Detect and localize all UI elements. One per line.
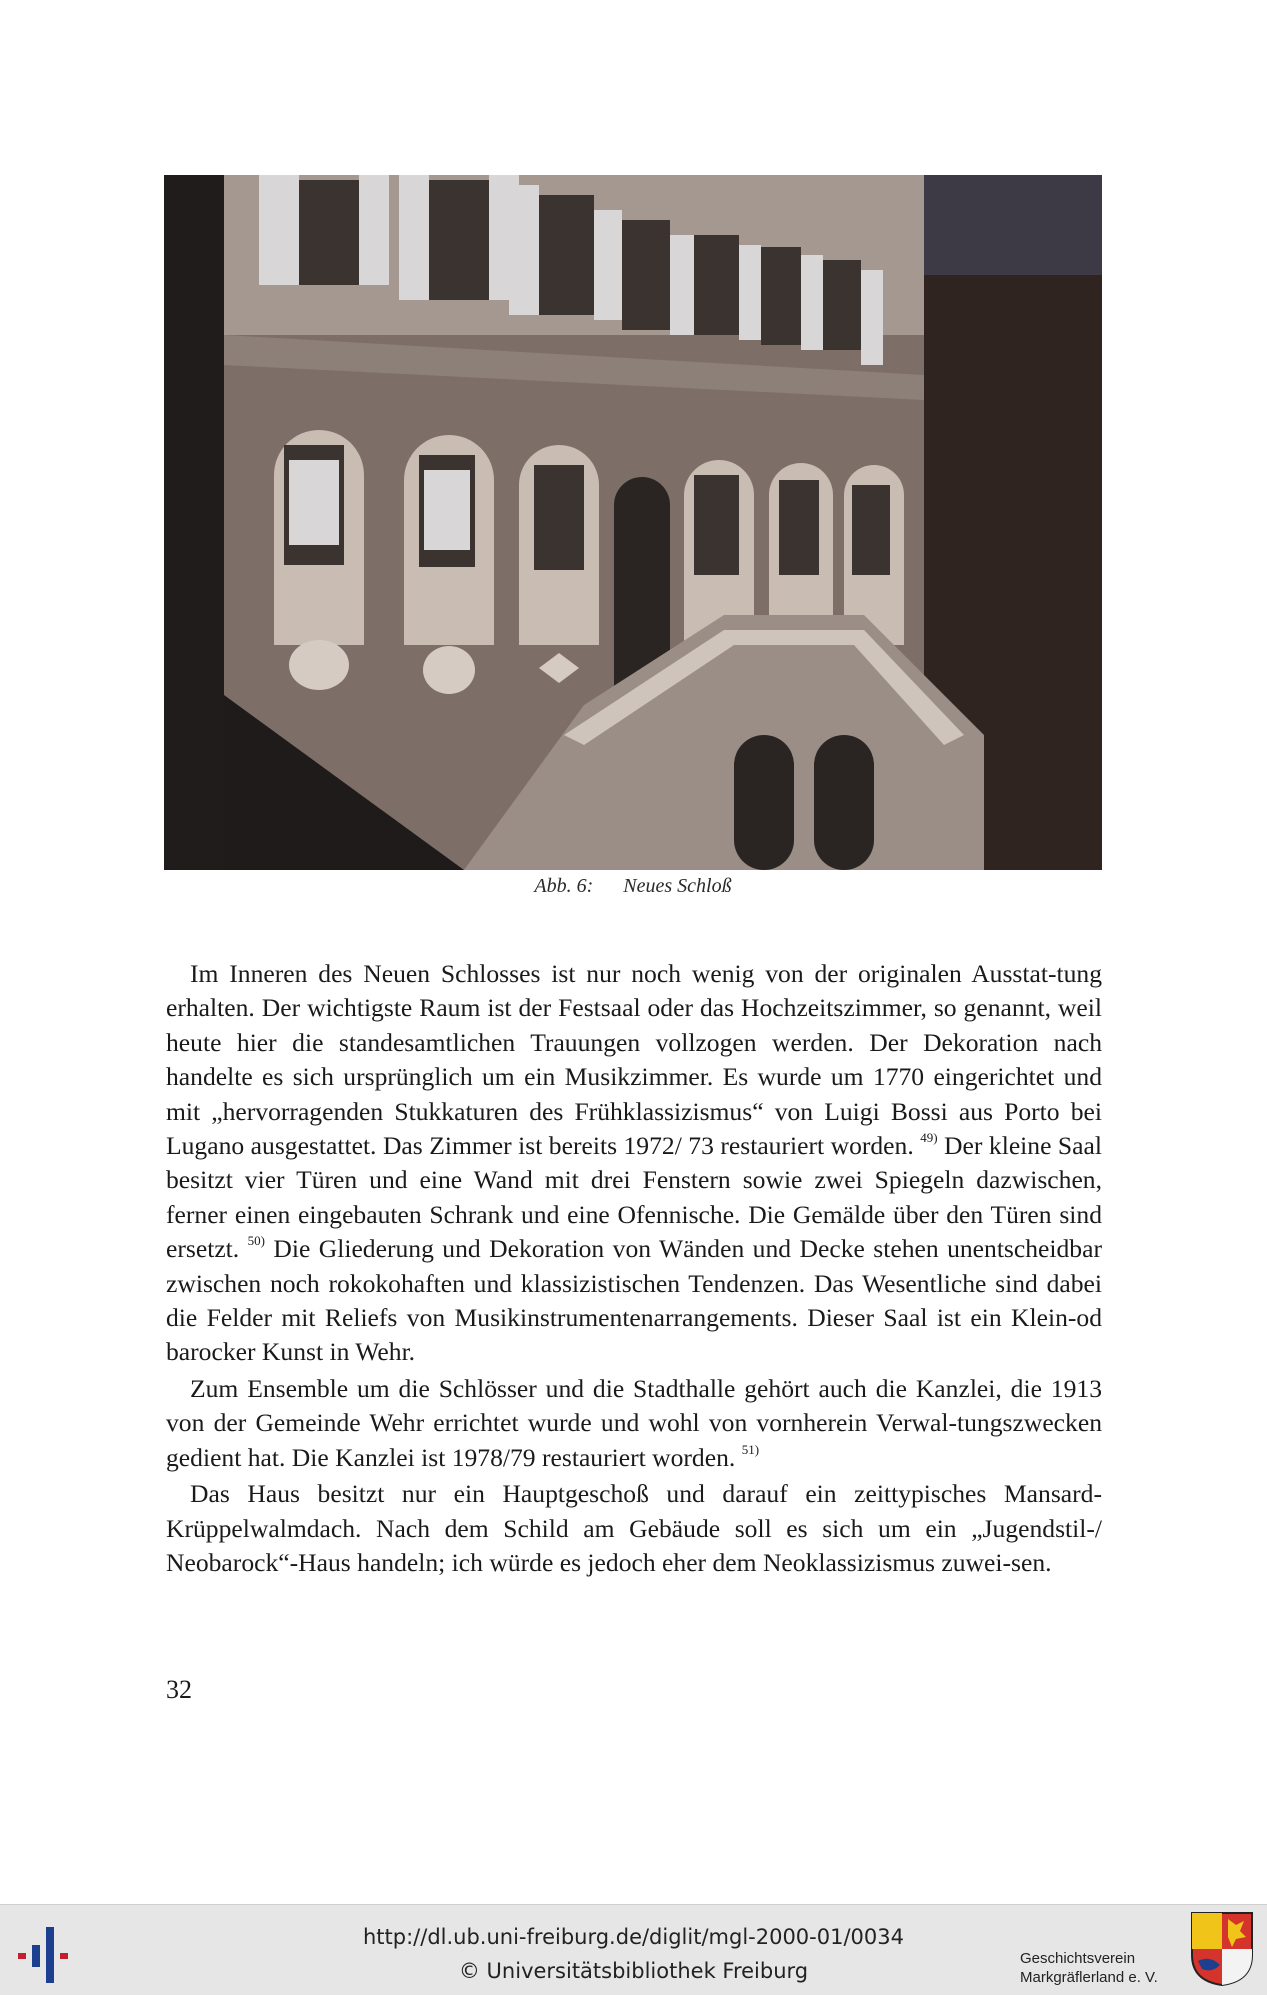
society-name [1020, 1949, 1180, 1987]
caption-text: Neues Schloß [623, 875, 732, 897]
paragraph-1-segment-1: Im Inneren des Neuen Schlosses ist nur noch wenig von der originalen Ausstat-tung erhalten. Der wichtigste Raum ist der Festsaal oder das Hochzeitszimmer, so genannt, weil heute hier die standesamtlichen Trauungen vollzogen werden. Der Dekoration nach handelte es sich ursprünglich um ein Musikzimmer. Es wurde um 1770 eingerichtet und mit „hervorragenden Stukkaturen des Frühklassizismus“ von Luigi Bossi aus Porto bei Lugano ausgestattet. Das Zimmer ist bereits 1972/ 73 restauriert worden. [166, 959, 1102, 1161]
paragraph-2 [166, 1372, 1102, 1475]
page-number: 32 [166, 1675, 192, 1704]
paragraph-1-segment-3: Die Gliederung und Dekoration von Wänden und Decke stehen unentscheidbar zwischen noch rokokohaften und klassizistischen Tendenzen. Das Wesentliche sind dabei die Felder mit Reliefs von Musikinstrumentenarrangements. Dieser Saal ist ein Klein-od barocker Kunst in Wehr. [166, 1234, 1102, 1367]
footnote-ref-51: 51) [741, 1441, 760, 1457]
article-body [166, 957, 1102, 1582]
society-line-2: Markgräflerland e. V. [1020, 1969, 1158, 1986]
society-line-1: Geschichtsverein [1020, 1950, 1136, 1967]
document-url-link[interactable]: http://dl.ub.uni-freiburg.de/diglit/mgl-2000-01/0034 [362, 1925, 904, 1949]
paragraph-3 [166, 1477, 1102, 1580]
paragraph-1 [166, 957, 1102, 1370]
neues-schloss-illustration [164, 175, 1102, 870]
copyright-notice: © Universitätsbibliothek Freiburg [458, 1959, 809, 1983]
coat-of-arms-icon [1190, 1911, 1254, 1992]
footnote-ref-50: 50) [247, 1233, 265, 1249]
paragraph-1-segment-2: Der kleine Saal besitzt vier Türen und eine Wand mit drei Fenstern sowie zwei Spiegeln dazwischen, ferner einen eingebauten Schrank und eine Ofennische. Die Gemälde über den Türen sind ersetzt. [166, 1131, 1102, 1264]
paragraph-2-segment-1: Zum Ensemble um die Schlösser und die Stadthalle gehört auch die Kanzlei, die 1913 von der Gemeinde Wehr errichtet wurde und wohl von vornherein Verwal-tungszwecken gedient hat. Die Kanzlei ist 1978/79 restauriert worden. [166, 1373, 1102, 1472]
footer-bar [0, 1904, 1267, 1995]
footnote-ref-49: 49) [920, 1130, 938, 1146]
figure-caption [164, 875, 1102, 898]
paragraph-3-segment-1: Das Haus besitzt nur ein Hauptgeschoß und darauf ein zeittypisches Mansard-Krüppelwalmdach. Nach dem Schild am Gebäude soll es sich um ein „Jugendstil-/ Neobarock“-Haus handeln; ich würde es jedoch eher dem Neoklassizismus zuwei-sen. [166, 1479, 1102, 1577]
building-photo [164, 175, 1102, 870]
caption-label: Abb. 6: [534, 875, 594, 897]
